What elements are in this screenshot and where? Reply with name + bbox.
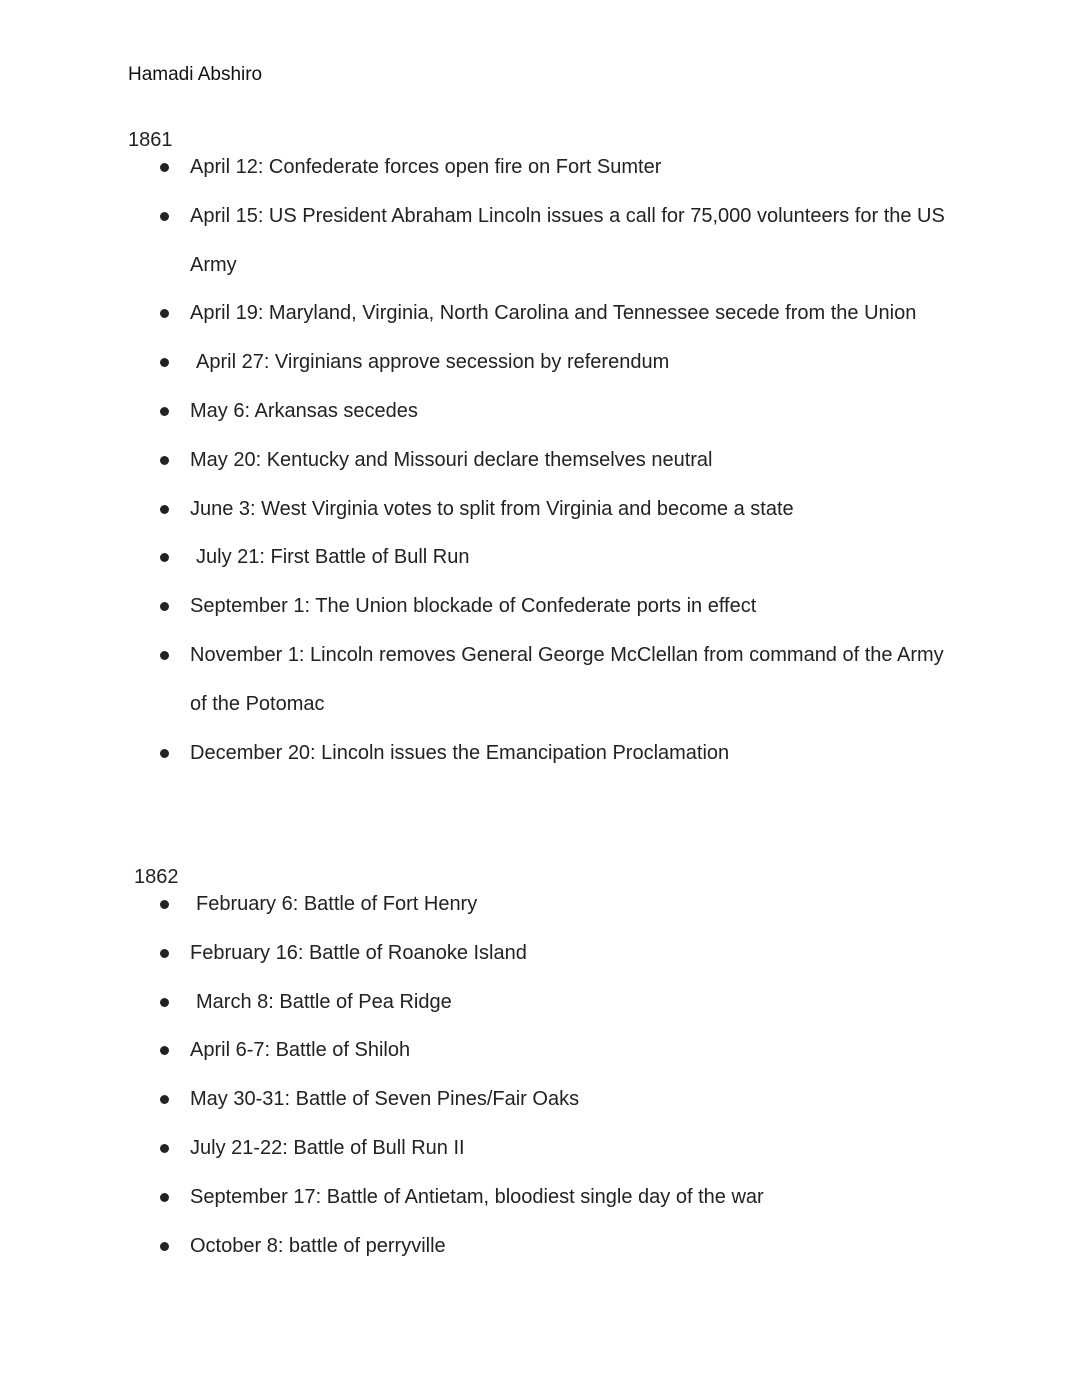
list-item: April 27: Virginians approve secession by referendum: [0, 338, 1080, 387]
bullet-icon: [160, 163, 169, 172]
list-item: November 1: Lincoln removes General George McClellan from command of the Army of the Potomac: [0, 631, 1080, 729]
list-item: February 16: Battle of Roanoke Island: [0, 929, 1080, 978]
list-item: September 1: The Union blockade of Confederate ports in effect: [0, 582, 1080, 631]
list-item: July 21: First Battle of Bull Run: [0, 533, 1080, 582]
bullet-icon: [160, 949, 169, 958]
bullet-icon: [160, 1242, 169, 1251]
bullet-icon: [160, 309, 169, 318]
list-item: May 6: Arkansas secedes: [0, 387, 1080, 436]
list-item: April 12: Confederate forces open fire on Fort Sumter: [0, 143, 1080, 192]
bullet-icon: [160, 553, 169, 562]
list-item: February 6: Battle of Fort Henry: [0, 880, 1080, 929]
list-item: June 3: West Virginia votes to split from Virginia and become a state: [0, 485, 1080, 534]
event-list-1861: [0, 143, 1080, 777]
bullet-icon: [160, 1095, 169, 1104]
list-item: July 21-22: Battle of Bull Run II: [0, 1124, 1080, 1173]
bullet-icon: [160, 1046, 169, 1055]
list-item: April 19: Maryland, Virginia, North Carolina and Tennessee secede from the Union: [0, 289, 1080, 338]
bullet-icon: [160, 407, 169, 416]
author-name: Hamadi Abshiro: [128, 64, 263, 85]
list-item: October 8: battle of perryville: [0, 1222, 1080, 1271]
year-heading-1861: 1861: [128, 129, 173, 151]
bullet-icon: [160, 1144, 169, 1153]
list-item: April 6-7: Battle of Shiloh: [0, 1026, 1080, 1075]
year-heading-1862: 1862: [134, 866, 179, 888]
bullet-icon: [160, 900, 169, 909]
list-item: March 8: Battle of Pea Ridge: [0, 978, 1080, 1027]
bullet-icon: [160, 998, 169, 1007]
list-item: May 30-31: Battle of Seven Pines/Fair Oaks: [0, 1075, 1080, 1124]
bullet-icon: [160, 1193, 169, 1202]
list-item: September 17: Battle of Antietam, bloodiest single day of the war: [0, 1173, 1080, 1222]
bullet-icon: [160, 505, 169, 514]
list-item: December 20: Lincoln issues the Emancipation Proclamation: [0, 729, 1080, 778]
bullet-icon: [160, 212, 169, 221]
bullet-icon: [160, 602, 169, 611]
bullet-icon: [160, 651, 169, 660]
list-item: April 15: US President Abraham Lincoln issues a call for 75,000 volunteers for the US Army: [0, 192, 1080, 290]
event-list-1862: [0, 880, 1080, 1270]
bullet-icon: [160, 749, 169, 758]
list-item: May 20: Kentucky and Missouri declare themselves neutral: [0, 436, 1080, 485]
bullet-icon: [160, 456, 169, 465]
bullet-icon: [160, 358, 169, 367]
